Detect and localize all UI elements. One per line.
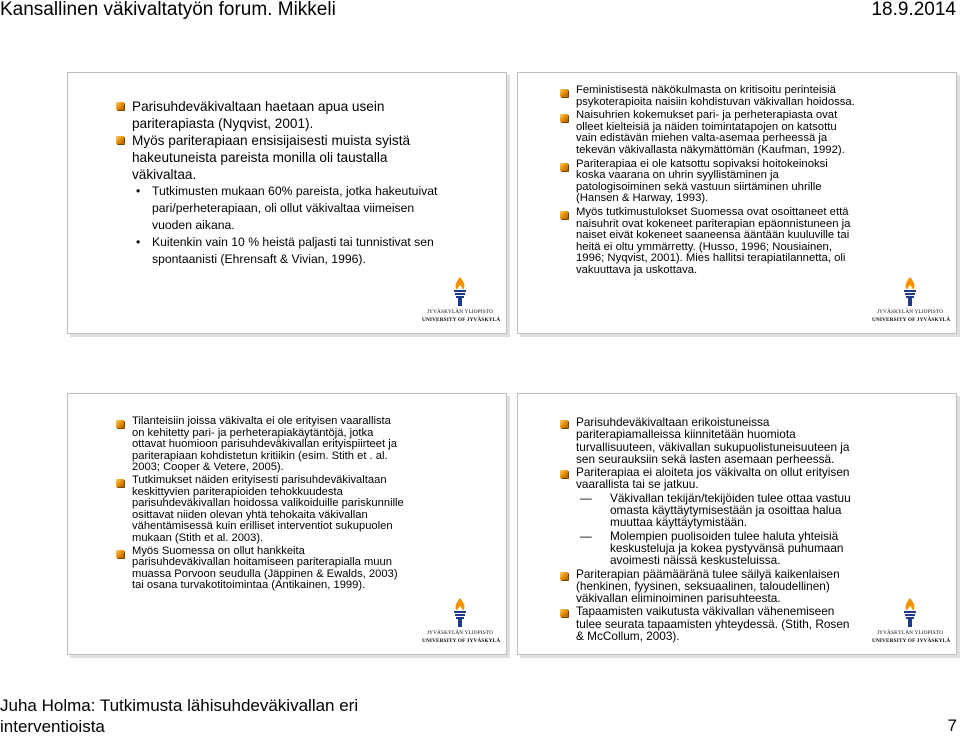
torch-icon [451, 277, 469, 307]
footer-author [0, 695, 358, 737]
list-item: • Tutkimusten mukaan 60% pareista, jotka hakeutuivat pari/perheterapiaan, oli ollut väkivaltaa viimeisen vuoden aikana. [132, 183, 444, 234]
list-item: Pariterapiaa ei ole katsottu sopivaksi hoitokeinoksi koska vaarana on uhrin syyllistäminen ja patologisoiminen sekä vastuun siirtäminen uhrille (Hansen & Harway, 1993). [558, 159, 858, 205]
header-date: 18.9.2014 [871, 0, 956, 20]
slide-2-bullets [558, 85, 858, 277]
list-item: Feministisestä näkökulmasta on kritisoitu perinteisiä psykoterapioita naisiin kohdistuvan väkivallan hoidossa. [558, 85, 858, 108]
slide-3-bullets [114, 416, 404, 592]
page-number: 7 [947, 716, 957, 735]
logo-line-1: JYVÄSKYLÄN YLIOPISTO [876, 630, 944, 636]
torch-icon [451, 598, 469, 628]
logo-line-1: JYVÄSKYLÄN YLIOPISTO [876, 309, 944, 315]
slide-3 [67, 393, 507, 655]
list-item: Parisuhdeväkivaltaan haetaan apua usein pariterapiasta (Nyqvist, 2001). [114, 98, 444, 132]
university-logo [872, 277, 951, 327]
university-logo [422, 598, 501, 648]
logo-line-2: UNIVERSITY OF JYVÄSKYLÄ [872, 317, 951, 323]
list-item: Tutkimukset näiden erityisesti parisuhdeväkivaltaan keskittyvien pariterapioiden tehokkuudesta parisuhdeväkivallan hoidossa valikoiduille pariskunnille osittavat niiden olevan yhtä tehokaita väkivallan vähentämisessä kuin erilliset interventiot sukupuolen mukaan (Stith et al. 2003). [114, 475, 404, 545]
slide-4-bullets [558, 416, 858, 642]
list-item: Naisuhrien kokemukset pari- ja perheterapiasta ovat olleet kielteisiä ja näiden toimintatapojen on katsottu vain edistävän miehen valta-asemaa perheessä ja tekevän väkivallasta näkymättömän (Kaufman, 1992). [558, 110, 858, 156]
list-item: Tapaamisten vaikutusta väkivallan vähenemiseen tulee seurata tapaamisten yhteydessä. (Stith, Rosen & McCollum, 2003). [558, 605, 858, 642]
list-item: • Kuitenkin vain 10 % heistä paljasti tai tunnistivat sen spontaanisti (Ehrensaft & Vivian, 1996). [132, 234, 444, 268]
footer-line-1: Juha Holma: Tutkimusta lähisuhdeväkivallan eri [0, 696, 359, 715]
logo-line-2: UNIVERSITY OF JYVÄSKYLÄ [422, 638, 501, 644]
header-title: Kansallinen väkivaltatyön forum. Mikkeli [0, 0, 336, 20]
logo-line-2: UNIVERSITY OF JYVÄSKYLÄ [872, 638, 951, 644]
university-logo [422, 277, 501, 327]
list-item: — Molempien puolisoiden tulee haluta yhteisiä keskusteluja ja kokea pystyvänsä puhumaan avoimesti näissä keskusteluissa. [576, 530, 858, 567]
logo-line-2: UNIVERSITY OF JYVÄSKYLÄ [422, 317, 501, 323]
slide-1-bullets [114, 98, 444, 268]
list-item: Myös tutkimustulokset Suomessa ovat osoittaneet että naisuhrit ovat kokeneet pariterapian epäonnistuneen ja naiset eivät kokeneet saaneensa ääntään kuuluville tai heitä ei oltu ymmärretty. (Husso, 1996; Nousiainen, 1996; Nyqvist, 2001). Mies hallitsi terapiatilannetta, oli vakuuttava ja uskottava. [558, 207, 858, 277]
university-logo [872, 598, 951, 648]
torch-icon [901, 598, 919, 628]
torch-icon [901, 277, 919, 307]
list-item: — Väkivallan tekijän/tekijöiden tulee ottaa vastuu omasta käyttäytymisestään ja osoittaa halua muuttaa käyttäytymistään. [576, 492, 858, 529]
logo-line-1: JYVÄSKYLÄN YLIOPISTO [426, 630, 494, 636]
list-item: Myös pariterapiaan ensisijaisesti muista syistä hakeutuneista pareista monilla oli taustalla väkivaltaa. [114, 132, 444, 183]
list-item: Pariterapian päämääränä tulee säilyä kaikenlaisen (henkinen, fyysinen, seksuaalinen, taloudellinen) väkivallan eliminoiminen parisuhteesta. [558, 568, 858, 605]
slide-1 [67, 72, 507, 334]
footer-line-2: interventioista [0, 717, 105, 736]
list-item: Myös Suomessa on ollut hankkeita parisuhdeväkivallan hoitamiseen pariterapialla muun muassa Porvoon seudulla (Jäppinen & Ewalds, 2003) tai osana turvakotitoimintaa (Antikainen, 1999). [114, 546, 404, 592]
slide-2 [517, 72, 957, 334]
list-item: Parisuhdeväkivaltaan erikoistuneissa pariterapiamalleissa kiinnitetään huomiota turvallisuuteen, väkivallan sukupuolistuneisuuteen ja sen seurauksiin sekä lasten asemaan perheessä. [558, 416, 858, 465]
list-item: Tilanteisiin joissa väkivalta ei ole erityisen vaarallista on kehitetty pari- ja perheterapiakäytäntöjä, jotka ottavat huomioon parisuhdeväkivallan erityispiirteet ja pariterapiaan kohdistetun kritiikin (esim. Stith et . al. 2003; Cooper & Vetere, 2005). [114, 416, 404, 474]
list-item: Pariterapiaa ei aloiteta jos väkivalta on ollut erityisen vaarallista tai se jatkuu. [558, 466, 858, 491]
logo-line-1: JYVÄSKYLÄN YLIOPISTO [426, 309, 494, 315]
slide-4 [517, 393, 957, 655]
